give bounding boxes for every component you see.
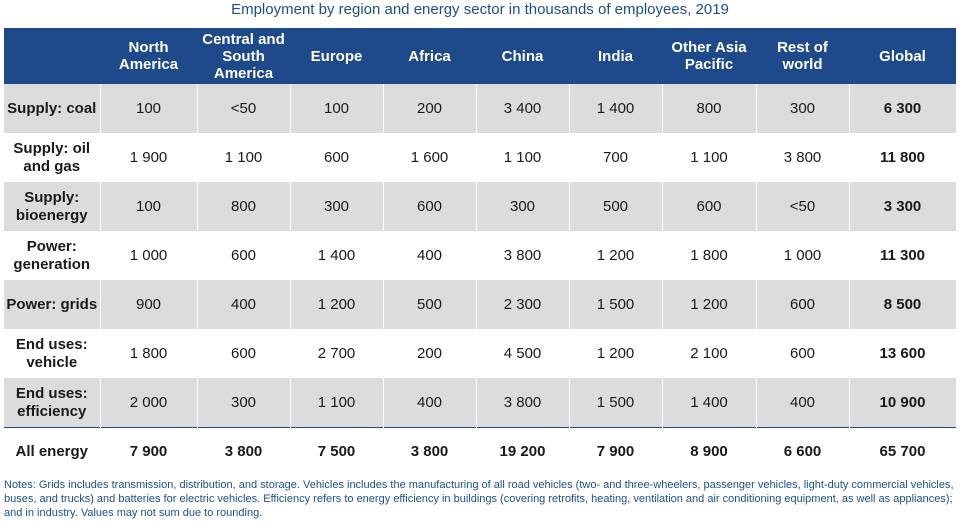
table-notes: Notes: Grids includes transmission, distribution, and storage. Vehicles includes the manufacturing of all road vehicles (two- and three-wheelers, passenger vehicles, light-duty commercial vehicles, buses, and trucks) and batteries for electric vehicles. Efficiency refers to energy efficiency in buildings (covering retrofits, heating, ventilation and air conditioning equipment, as well as appliances); and in industry. Values may not sum due to rounding. — [4, 479, 954, 519]
table-cell: 3 800 — [197, 428, 290, 477]
table-cell: 1 500 — [569, 378, 662, 428]
table-cell: 4 500 — [476, 329, 569, 378]
row-label: End uses: efficiency — [4, 378, 100, 428]
column-header: India — [569, 28, 662, 84]
table-row — [4, 378, 956, 428]
table-row — [4, 182, 956, 231]
table-cell: 6 600 — [756, 428, 849, 477]
row-label: End uses: vehicle — [4, 329, 100, 378]
table-row — [4, 84, 956, 133]
table-cell: 1 600 — [383, 133, 476, 182]
table-cell: 2 100 — [662, 329, 756, 378]
table-row — [4, 133, 956, 182]
table-cell: 1 400 — [569, 84, 662, 133]
table-cell: 200 — [383, 84, 476, 133]
header-row — [4, 28, 956, 84]
table-cell: 2 300 — [476, 280, 569, 329]
table-cell: 500 — [569, 182, 662, 231]
row-label: All energy — [4, 428, 100, 477]
row-label: Power: grids — [4, 280, 100, 329]
table-cell: 800 — [662, 84, 756, 133]
table-cell: 19 200 — [476, 428, 569, 477]
table-cell: 6 300 — [849, 84, 956, 133]
table-cell: 3 300 — [849, 182, 956, 231]
table-row — [4, 280, 956, 329]
table-cell: 1 400 — [290, 231, 383, 280]
row-label: Power: generation — [4, 231, 100, 280]
table-cell: 3 800 — [756, 133, 849, 182]
table-cell: 200 — [383, 329, 476, 378]
column-header: Africa — [383, 28, 476, 84]
table-cell: 7 500 — [290, 428, 383, 477]
table-row — [4, 428, 956, 477]
table-cell: 7 900 — [569, 428, 662, 477]
table-cell: 1 200 — [290, 280, 383, 329]
table-cell: 11 300 — [849, 231, 956, 280]
table-header — [4, 28, 956, 84]
table-cell: 900 — [100, 280, 197, 329]
table-cell: 400 — [756, 378, 849, 428]
table-cell: 11 800 — [849, 133, 956, 182]
table-cell: 500 — [383, 280, 476, 329]
table-cell: 1 800 — [662, 231, 756, 280]
table-cell: 1 000 — [100, 231, 197, 280]
table-cell: 800 — [197, 182, 290, 231]
table-cell: 7 900 — [100, 428, 197, 477]
table-cell: 10 900 — [849, 378, 956, 428]
column-header: Global — [849, 28, 956, 84]
table-cell: 2 700 — [290, 329, 383, 378]
column-header: China — [476, 28, 569, 84]
table-cell: 3 800 — [383, 428, 476, 477]
table-cell: 100 — [290, 84, 383, 133]
table-row — [4, 329, 956, 378]
table-cell: 1 100 — [476, 133, 569, 182]
table-cell: 8 500 — [849, 280, 956, 329]
table-cell: 600 — [197, 329, 290, 378]
table-cell: 1 100 — [290, 378, 383, 428]
table-cell: 8 900 — [662, 428, 756, 477]
table-cell: 1 100 — [662, 133, 756, 182]
table-cell: 1 800 — [100, 329, 197, 378]
table-cell: 1 500 — [569, 280, 662, 329]
table-body — [4, 84, 956, 476]
header-corner — [4, 28, 100, 84]
table-cell: <50 — [197, 84, 290, 133]
table-cell: 600 — [662, 182, 756, 231]
column-header: Central and South America — [197, 28, 290, 84]
table-cell: 1 200 — [569, 231, 662, 280]
table-cell: 3 800 — [476, 378, 569, 428]
table-cell: <50 — [756, 182, 849, 231]
row-label: Supply: bioenergy — [4, 182, 100, 231]
table-cell: 3 800 — [476, 231, 569, 280]
table-title: Employment by region and energy sector in thousands of employees, 2019 — [231, 1, 729, 18]
table-cell: 2 000 — [100, 378, 197, 428]
table-cell: 400 — [383, 378, 476, 428]
table-cell: 100 — [100, 84, 197, 133]
table-cell: 1 200 — [662, 280, 756, 329]
table-cell: 100 — [100, 182, 197, 231]
column-header: Other Asia Pacific — [662, 28, 756, 84]
table-cell: 600 — [197, 231, 290, 280]
table-cell: 700 — [569, 133, 662, 182]
table-cell: 300 — [756, 84, 849, 133]
column-header: Europe — [290, 28, 383, 84]
column-header: Rest of world — [756, 28, 849, 84]
table-cell: 600 — [756, 329, 849, 378]
table-cell: 65 700 — [849, 428, 956, 477]
table-cell: 1 000 — [756, 231, 849, 280]
table-cell: 1 200 — [569, 329, 662, 378]
table-cell: 400 — [383, 231, 476, 280]
table-row — [4, 231, 956, 280]
employment-table — [4, 28, 957, 476]
table-cell: 1 900 — [100, 133, 197, 182]
row-label: Supply: oil and gas — [4, 133, 100, 182]
table-cell: 600 — [290, 133, 383, 182]
table-cell: 13 600 — [849, 329, 956, 378]
row-label: Supply: coal — [4, 84, 100, 133]
table-cell: 400 — [197, 280, 290, 329]
table-cell: 600 — [383, 182, 476, 231]
table-cell: 300 — [476, 182, 569, 231]
table-cell: 600 — [756, 280, 849, 329]
table-cell: 1 400 — [662, 378, 756, 428]
table-cell: 1 100 — [197, 133, 290, 182]
table-cell: 300 — [290, 182, 383, 231]
table-cell: 3 400 — [476, 84, 569, 133]
column-header: North America — [100, 28, 197, 84]
table-cell: 300 — [197, 378, 290, 428]
